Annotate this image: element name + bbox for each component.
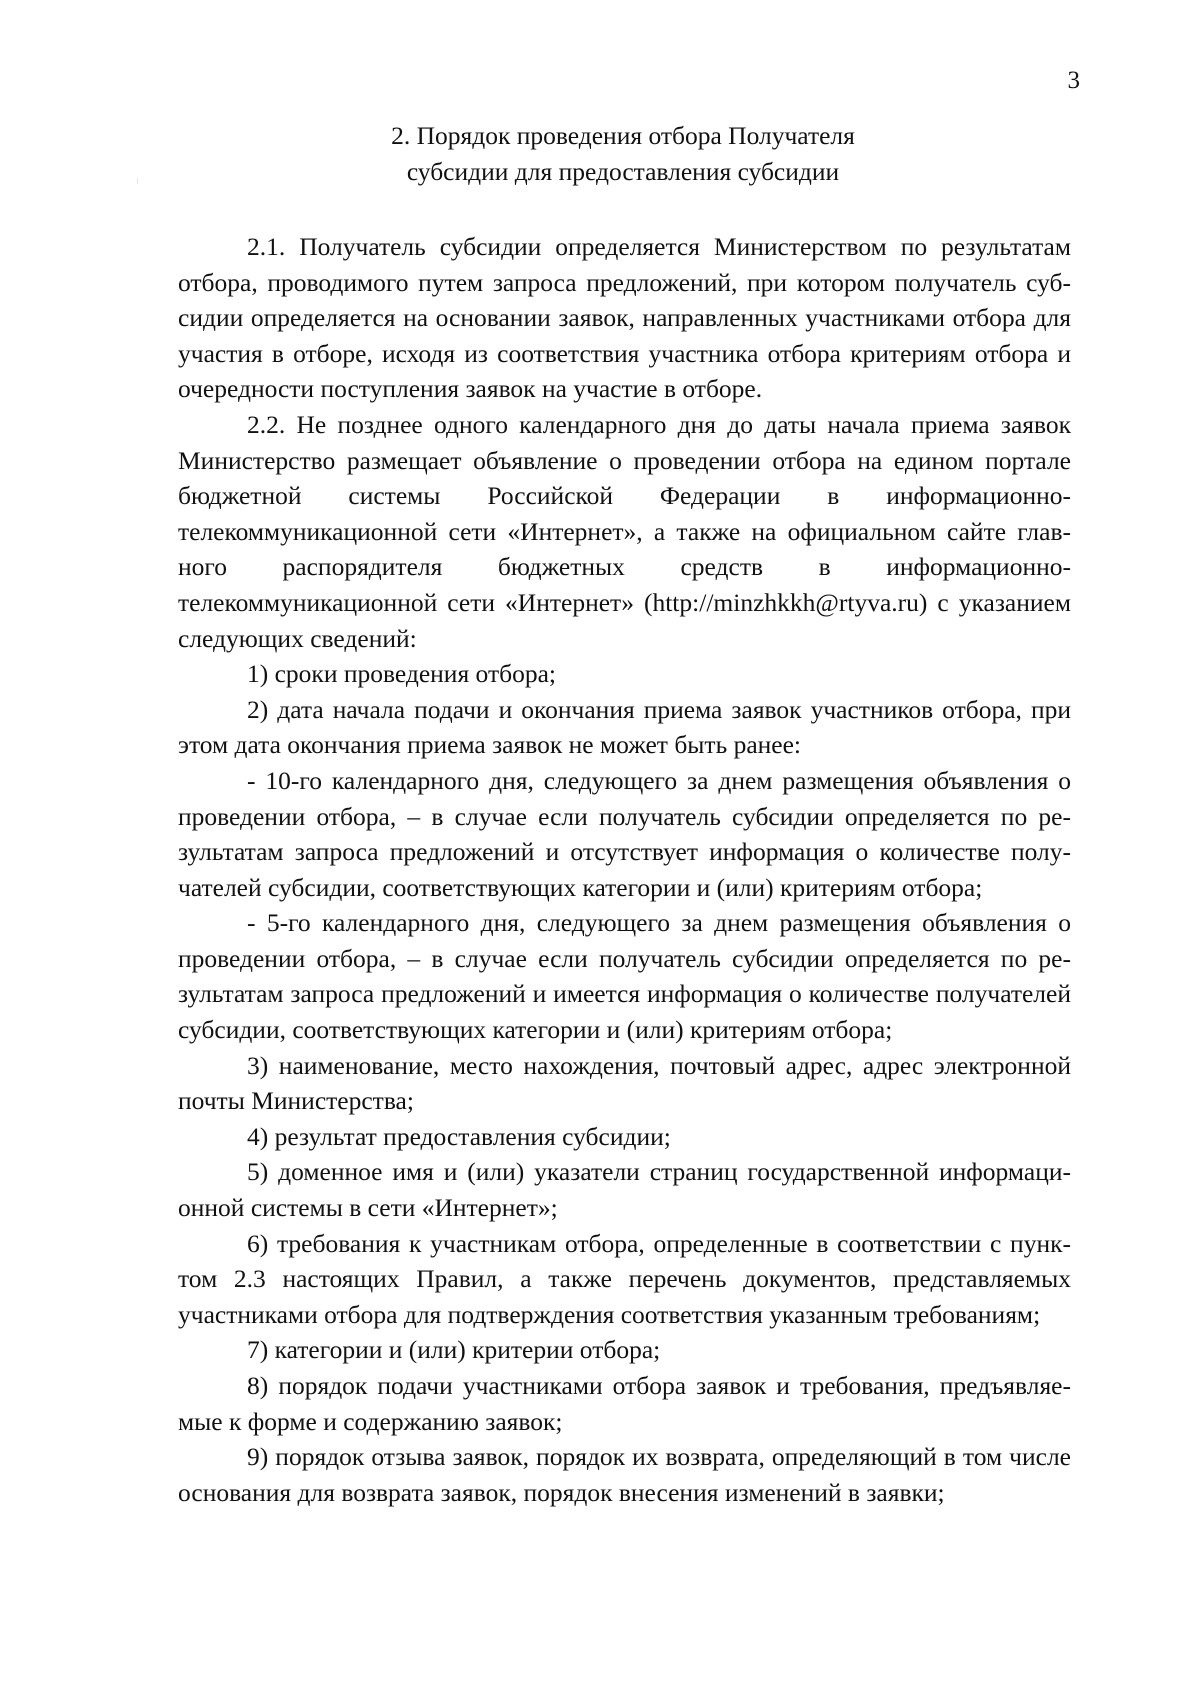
list-item-9: 9) порядок отзыва заявок, порядок их возврата, определяющий в том числе основания для возврата заявок, порядок внесения изменений в заявки; <box>178 1442 1071 1507</box>
section-heading <box>178 118 1068 190</box>
page-number: 3 <box>1067 67 1080 94</box>
paragraph-2-1: 2.1. Получатель субсидии определяется Министерством по результатам отбора, проводимого путем запроса предложений, при котором получатель субсидии определяется на основании заявок, направленных участниками отбора для участия в отборе, исходя из соответствия участника отбора критериям отбора и очередности поступления заявок на участие в отборе. <box>178 232 1071 404</box>
list-subitem-5-day: - 5-го календарного дня, следующего за днем размещения объявления о проведении отбора, – в случае если получатель субсидии определяется по результатам запроса предложений и имеется информация о количестве получателей субсидии, соответствующих категории и (или) критериям отбора; <box>178 908 1071 1045</box>
list-item-7: 7) категории и (или) критерии отбора; <box>247 1335 661 1365</box>
list-item-6: 6) требования к участникам отбора, определенные в соответствии с пунктом 2.3 настоящих Правил, а также перечень документов, представляемых участниками отбора для подтверждения соответствия указанным требованиям; <box>178 1228 1071 1329</box>
paragraph-2-2: 2.2. Не позднее одного календарного дня до даты начала приема заявок Министерство размещает объявление о проведении отбора на едином портале бюджетной системы Российской Федерации в информационно-телекоммуникационной сети «Интернет», а также на официальном сайте главного распорядителя бюджетных средств в информационно-телекоммуникационной сети «Интернет» (http://minzhkkh@rtyva.ru) с указанием следующих сведений: <box>178 409 1071 653</box>
section-heading-line-2: субсидии для предоставления субсидии <box>406 157 840 186</box>
list-subitem-10-day: - 10-го календарного дня, следующего за днем размещения объявления о проведении отбора, – в случае если получатель субсидии определяется по результатам запроса предложений и отсутствует информация о количестве получателей субсидии, соответствующих категории и (или) критериям отбора; <box>178 765 1071 902</box>
list-item-1: 1) сроки проведения отбора; <box>247 659 556 689</box>
list-item-8: 8) порядок подачи участниками отбора заявок и требования, предъявляемые к форме и содержанию заявок; <box>178 1371 1071 1436</box>
scan-artifact <box>137 178 138 184</box>
list-item-4: 4) результат предоставления субсидии; <box>247 1121 671 1151</box>
document-body <box>178 229 1071 1510</box>
list-item-3: 3) наименование, место нахождения, почтовый адрес, адрес электронной почты Министерства; <box>178 1050 1071 1116</box>
section-heading-line-1: 2. Порядок проведения отбора Получателя <box>391 121 855 150</box>
list-item-2: 2) дата начала подачи и окончания приема заявок участников отбора, при этом дата окончания приема заявок не может быть ранее: <box>178 694 1071 760</box>
list-item-5: 5) доменное имя и (или) указатели страниц государственной информационной системы в сети «Интернет»; <box>178 1157 1071 1223</box>
